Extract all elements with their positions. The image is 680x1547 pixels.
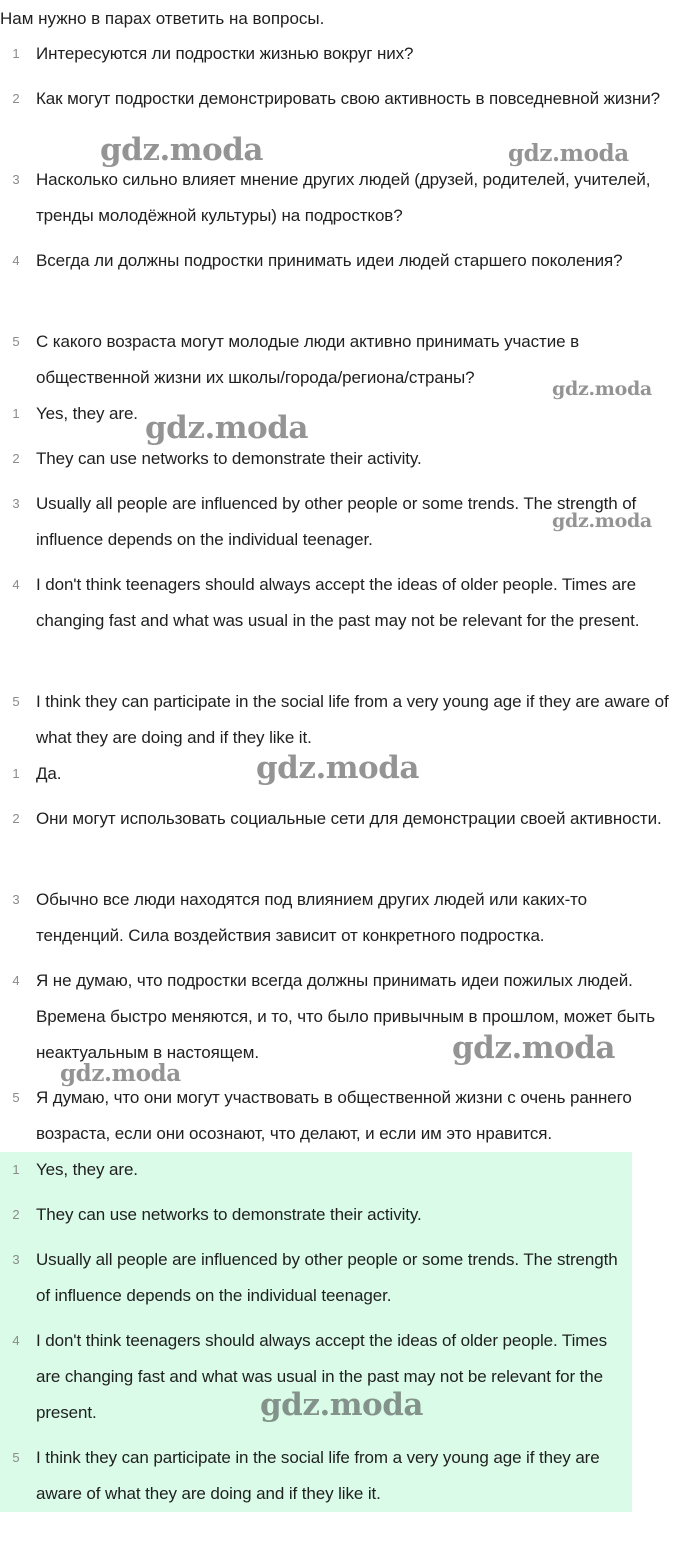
item-text: Насколько сильно влияет мнение других людей (друзей, родителей, учителей, тренды молодёжной культуры) на подростков? xyxy=(36,170,651,225)
watermark: gdz.moda xyxy=(552,510,652,532)
item-number: 5 xyxy=(12,694,20,709)
item-text: Usually all people are influenced by other people or some trends. The strength of influence depends on the individual teenager. xyxy=(36,1250,618,1305)
list-item xyxy=(0,1080,680,1152)
list-item xyxy=(0,756,680,801)
item-number: 1 xyxy=(12,46,20,61)
item-number: 2 xyxy=(12,91,20,106)
item-number: 3 xyxy=(12,1252,20,1267)
questions-list xyxy=(0,36,680,396)
list-item xyxy=(0,801,680,882)
list-item xyxy=(0,1197,632,1242)
answers-en-list xyxy=(0,396,680,756)
item-text: I don't think teenagers should always accept the ideas of older people. Times are changing fast and what was usual in the past may not be relevant for the present. xyxy=(36,575,640,630)
watermark: gdz.moda xyxy=(100,132,263,168)
watermark: gdz.moda xyxy=(508,140,629,167)
item-number: 5 xyxy=(12,1450,20,1465)
list-item xyxy=(0,441,680,486)
item-text: Usually all people are influenced by other people or some trends. The strength of influence depends on the individual teenager. xyxy=(36,494,637,549)
list-item xyxy=(0,81,680,162)
list-item xyxy=(0,1242,632,1323)
item-text: Они могут использовать социальные сети для демонстрации своей активности. xyxy=(36,809,662,828)
watermark: gdz.moda xyxy=(145,410,308,446)
item-text: I think they can participate in the social life from a very young age if they are aware of what they are doing and if they like it. xyxy=(36,1448,600,1503)
list-item xyxy=(0,567,680,684)
watermark: gdz.moda xyxy=(256,750,419,786)
item-number: 5 xyxy=(12,334,20,349)
item-text: They can use networks to demonstrate their activity. xyxy=(36,1205,422,1224)
item-text: Всегда ли должны подростки принимать идеи людей старшего поколения? xyxy=(36,251,623,270)
watermark: gdz.moda xyxy=(452,1030,615,1066)
item-number: 2 xyxy=(12,1207,20,1222)
item-text: I think they can participate in the social life from a very young age if they are aware of what they are doing and if they like it. xyxy=(36,692,669,747)
intro-text: Нам нужно в парах ответить на вопросы. xyxy=(0,9,325,28)
list-item xyxy=(0,36,680,81)
item-text: Как могут подростки демонстрировать свою активность в повседневной жизни? xyxy=(36,89,661,108)
item-number: 1 xyxy=(12,766,20,781)
list-item xyxy=(0,396,680,441)
item-number: 4 xyxy=(12,577,20,592)
list-item xyxy=(0,684,680,756)
item-number: 4 xyxy=(12,1333,20,1348)
item-number: 3 xyxy=(12,892,20,907)
item-text: They can use networks to demonstrate their activity. xyxy=(36,449,422,468)
item-text: I don't think teenagers should always accept the ideas of older people. Times are changing fast and what was usual in the past may not be relevant for the present. xyxy=(36,1331,608,1422)
list-item xyxy=(0,882,680,963)
list-item xyxy=(0,486,680,567)
item-number: 5 xyxy=(12,1090,20,1105)
item-number: 3 xyxy=(12,496,20,511)
item-number: 4 xyxy=(12,253,20,268)
item-text: Обычно все люди находятся под влиянием других людей или каких-то тенденций. Сила воздействия зависит от конкретного подростка. xyxy=(36,890,588,945)
list-item xyxy=(0,1323,632,1440)
answers-ru-list xyxy=(0,756,680,1152)
list-item xyxy=(0,243,680,324)
list-item xyxy=(0,963,680,1080)
item-number: 1 xyxy=(12,1162,20,1177)
list-item xyxy=(0,1152,632,1197)
list-item xyxy=(0,324,680,396)
watermark: gdz.moda xyxy=(60,1060,181,1087)
item-number: 2 xyxy=(12,811,20,826)
answers-en-highlight-list xyxy=(0,1152,632,1512)
item-text: Да. xyxy=(36,764,62,783)
watermark: gdz.moda xyxy=(552,378,652,400)
item-text: Yes, they are. xyxy=(36,1160,138,1179)
item-text: Интересуются ли подростки жизнью вокруг них? xyxy=(36,44,414,63)
item-text: Я думаю, что они могут участвовать в общественной жизни с очень раннего возраста, если они осознают, что делают, и если им это нравится. xyxy=(36,1088,632,1143)
item-text: С какого возраста могут молодые люди активно принимать участие в общественной жизни их школы/города/региона/страны? xyxy=(36,332,580,387)
item-number: 1 xyxy=(12,406,20,421)
list-item xyxy=(0,1440,632,1512)
item-text: Я не думаю, что подростки всегда должны принимать идеи пожилых людей. Времена быстро меняются, и то, что было привычным в прошлом, может быть неактуальным в настоящем. xyxy=(36,971,655,1062)
watermark: gdz.moda xyxy=(260,1387,423,1423)
item-text: Yes, they are. xyxy=(36,404,138,423)
item-number: 3 xyxy=(12,172,20,187)
list-item xyxy=(0,162,680,243)
item-number: 2 xyxy=(12,451,20,466)
item-number: 4 xyxy=(12,973,20,988)
